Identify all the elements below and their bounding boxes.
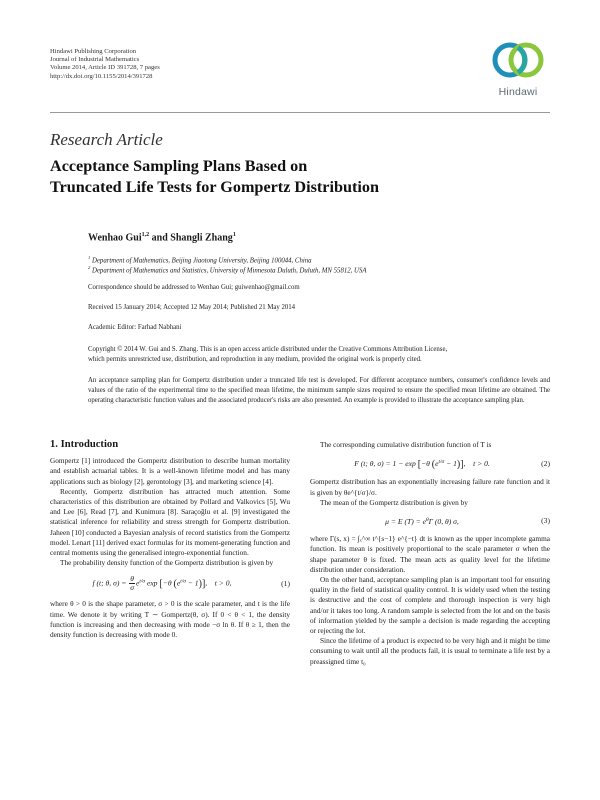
copyright-notice bbox=[88, 345, 550, 365]
author-list bbox=[88, 232, 236, 243]
dates: Received 15 January 2014; Accepted 12 May 2014; Published 21 May 2014 bbox=[88, 304, 296, 311]
equation-2 bbox=[310, 450, 550, 477]
logo-text: Hindawi bbox=[498, 86, 538, 98]
article-title bbox=[50, 156, 379, 198]
equation-body: F (t; θ, σ) = 1 − exp [−θ $(e^{t/\sigma} - 1)$], t > 0. bbox=[354, 459, 490, 471]
paragraph: where θ > 0 is the shape parameter, σ > 0 is the scale parameter, and t is the life time. We denote it by writing T ∼ Gompertz(θ, σ). If 0 < θ < 1, the density function is increasing and then decreasing with mode −σ ln θ. If θ ≥ 1, then the density function is decreasing with mode 0. bbox=[50, 599, 290, 640]
hindawi-logo bbox=[488, 36, 548, 106]
paragraph: The probability density function of the Gompertz distribution is given by bbox=[60, 558, 274, 568]
right-column bbox=[310, 440, 550, 667]
author-affiliation-mark: 1,2 bbox=[141, 232, 150, 238]
doi-link[interactable]: http://dx.doi.org/10.1155/2014/391728 bbox=[50, 72, 153, 80]
equation-1 bbox=[50, 568, 290, 599]
journal-name: Journal of Industrial Mathematics bbox=[50, 56, 140, 64]
equation-number: (2) bbox=[541, 458, 550, 468]
journal-header bbox=[50, 48, 160, 81]
affiliation-text: Department of Mathematics and Statistics, University of Minnesota Duluth, Duluth, MN 55812, USA bbox=[92, 267, 367, 275]
article-type: Research Article bbox=[50, 130, 163, 149]
hindawi-logo-icon bbox=[488, 36, 548, 86]
equation-3 bbox=[310, 508, 550, 534]
paragraph: Gompertz [1] introduced the Gompertz distribution to describe human mortality and establish actuarial tables. It is a well-known lifetime model and has many applications such as biology [2], gerontology [3], and marketing science [4]. bbox=[50, 456, 290, 486]
equation-number: (1) bbox=[281, 578, 290, 588]
affiliation-text: Department of Mathematics, Beijing Jiaotong University, Beijing 100044, China bbox=[92, 257, 312, 265]
paragraph: On the other hand, acceptance sampling plan is an important tool for ensuring quality in the field of statistical quality control. It is widely used when the testing is destructive and the cost of complete and thorough inspection is very high and/or it takes too long. A random sample is selected from the lot and on the basis of information yielded by the sample a decision is made regarding the accepting or rejecting the lot. bbox=[310, 575, 550, 636]
title-line-2: Truncated Life Tests for Gompertz Distribution bbox=[50, 178, 379, 196]
left-column bbox=[50, 440, 290, 640]
equation-body: μ = E $(T) = e^\theta\Gamma$ (0, θ) σ, bbox=[385, 517, 459, 527]
paragraph: The mean of the Gompertz distribution is given by bbox=[320, 497, 468, 507]
equation-body: f (t; θ, σ) = $\frac{\theta}{\sigma}$ $e^{t/\sigma}$ exp [−θ $(e^{t/\sigma} - 1)$], t > 0, bbox=[92, 574, 232, 593]
author-name: Shangli Zhang bbox=[170, 232, 233, 244]
affiliation-2 bbox=[88, 264, 367, 276]
copyright-line-2: which permits unrestricted use, distribution, and reproduction in any medium, provided the original work is properly cited. bbox=[88, 355, 422, 363]
paragraph: Gompertz distribution has an exponentially increasing failure rate function and it is given by θe^{t/σ}/σ. bbox=[310, 477, 550, 497]
paragraph: where Γ(s, x) = ∫ₓ^∞ t^{s−1} e^{−t} dt is known as the upper incomplete gamma function. Its mean is positively proportional to the scale parameter σ when the shape parameter θ is fixed. The mean acts as quality level for the lifetime distribution under consideration. bbox=[310, 534, 550, 574]
academic-editor: Academic Editor: Farhad Nabhani bbox=[88, 324, 182, 331]
volume-info: Volume 2014, Article ID 391728, 7 pages bbox=[50, 64, 160, 72]
paragraph: Since the lifetime of a product is expected to be very high and it might be time consuming to wait until all the products fail, it is usual to terminate a life test by a preassigned time t₀ bbox=[310, 636, 550, 666]
equation-number: (3) bbox=[541, 516, 550, 526]
section-heading: 1. Introduction bbox=[50, 439, 119, 450]
publisher: Hindawi Publishing Corporation bbox=[50, 48, 137, 55]
author-conjunction: and bbox=[149, 232, 171, 244]
affiliation-mark: 2 bbox=[88, 265, 91, 270]
paragraph: The corresponding cumulative distribution function of T is bbox=[320, 440, 492, 449]
author-name: Wenhao Gui bbox=[88, 232, 142, 244]
correspondence: Correspondence should be addressed to Wenhao Gui; guiwenhao@gmail.com bbox=[88, 284, 300, 291]
abstract: An acceptance sampling plan for Gompertz distribution under a truncated life test is developed. For different acceptance numbers, consumer's confidence levels and values of the ratio of the experimental time to the specified mean lifetime, the minimum sample sizes required to ensure the specified mean lifetime are obtained. The operating characteristic function values and the associated producer's risks are also presented. An example is provided to illustrate the acceptance sampling plan. bbox=[88, 377, 550, 404]
affiliation-mark: 1 bbox=[88, 255, 91, 260]
author-affiliation-mark: 1 bbox=[232, 232, 236, 238]
paragraph: Recently, Gompertz distribution has attracted much attention. Some characteristics of this distribution are obtained by Pollard and Valkovics [5], Wu and Lee [6], Read [7], and Kunimura [8]. Saraçoğlu et al. [9] investigated the statistical inference for reliability and stress strength for Gompertz distribution. Jaheen [10] conducted a Bayesian analysis of record statistics from the Gompertz model. Lenart [11] derived exact formulas for its moment-generating function and central moments using the generalised integro-exponential function. bbox=[50, 486, 290, 558]
copyright-line-1: Copyright © 2014 W. Gui and S. Zhang. This is an open access article distributed under the Creative Commons Attribution License, bbox=[88, 346, 448, 353]
header-divider bbox=[50, 112, 550, 113]
title-line-1: Acceptance Sampling Plans Based on bbox=[50, 157, 308, 175]
